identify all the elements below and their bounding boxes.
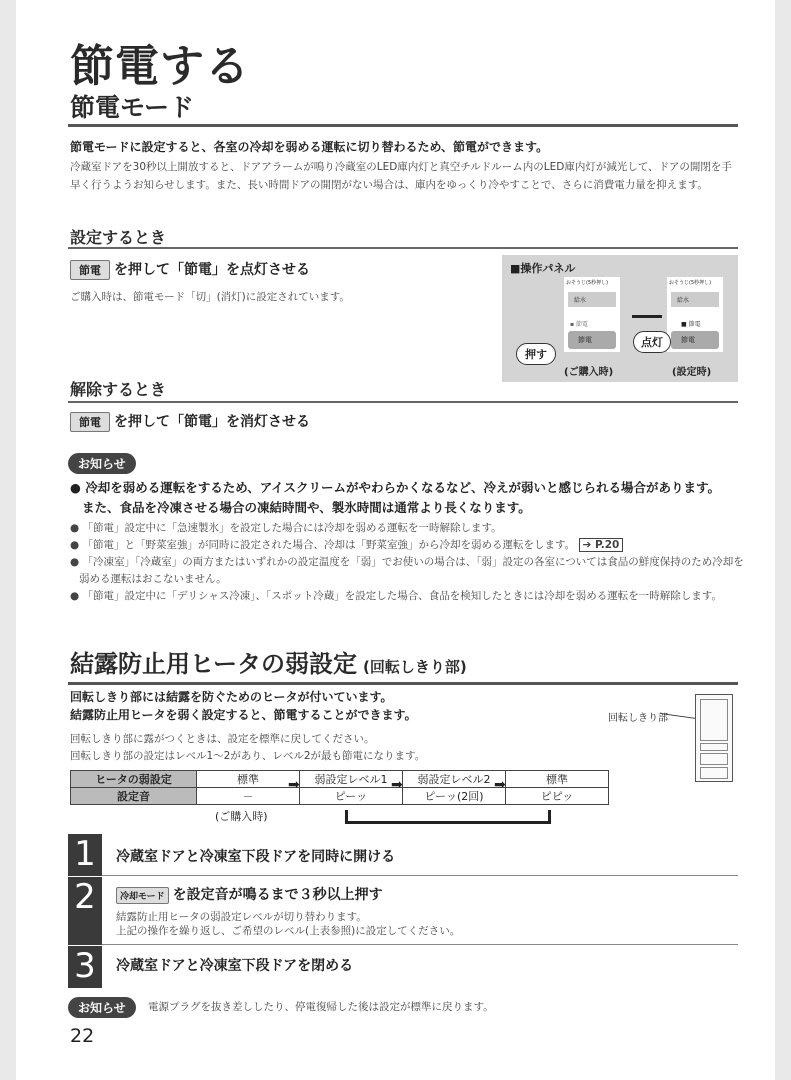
heater-level-table: ヒータの弱設定 標準 弱設定レベル1 弱設定レベル2 標準 設定音 － ピーッ ピーッ(2回) ピピッ [70,770,609,805]
loop-arrow-icon [345,810,551,824]
panel-label: おそうじ(5秒押し) [669,280,712,286]
setsuden-key: 節電 [70,412,110,432]
body-text: 冷蔵室ドアを30秒以上開放すると、ドアアラームが鳴り冷蔵室のLED庫内灯と真空チルドルーム内のLED庫内灯が減光して、ドアの開閉を手早く行うようお知らせします。また、長い時間ドアの開閉がない場合は、庫内をゆっくり冷やすことで、さらに消費電力量を抑えます。 [70,161,732,191]
indicator-off: 節電 [575,321,588,328]
step-1: 1 冷蔵室ドアと冷凍室下段ドアを同時に開ける [68,834,738,876]
notice-main: 冷却を弱める運転をするため、アイスクリームがやわらかくなるなど、冷えが弱いと感じられる場合があります。 [85,480,721,495]
step-text: 冷蔵室ドアと冷凍室下段ドアを閉める [116,958,354,974]
set-note: ご購入時は、節電モード「切」(消灯)に設定されています。 [70,291,350,303]
panel-setsuden-button: 節電 [671,331,719,349]
panel-label: おそうじ(5秒押し) [566,280,609,286]
set-instruction: を押して「節電」を点灯させる [114,262,310,278]
panel-title: ■操作パネル [510,262,576,275]
caption-after: (設定時) [672,367,712,378]
arrow-icon [632,315,662,318]
page-title: 節電する [70,41,250,92]
fridge-label: 回転しきり部 [608,713,668,724]
release-heading: 解除するとき [70,380,167,399]
panel-setsuden-button: 節電 [568,331,616,349]
panel-ice-button: 給水 [671,292,719,307]
step-text: を設定音が鳴るまで３秒以上押す [172,887,383,903]
step-text: 冷蔵室ドアと冷凍室下段ドアを同時に開ける [116,849,396,865]
section2-subtitle: (回転しきり部) [363,658,467,676]
setsuden-key: 節電 [70,260,110,280]
panel-ice-button: 給水 [568,292,616,307]
indicator-on: 節電 [688,321,701,328]
notice-item: 「節電」設定中に「デリシャス冷凍」、「スポット冷蔵」を設定した場合、食品を検知したときには冷却を弱める運転を一時解除します。 [82,590,722,602]
page-number: 22 [70,1025,95,1047]
arrow-icon: ➡ [494,777,506,793]
lit-callout: 点灯 [633,331,671,353]
section2-title: 結露防止用ヒータの弱設定 [70,650,358,678]
caption-before: (ご購入時) [564,367,614,378]
section-title: 節電モード [70,93,195,122]
divider [68,682,738,685]
notice-item: 「冷凍室」「冷蔵室」の両方またはいずれかの設定温度を「弱」でお使いの場合は、「弱」設定の各室については食品の鮮度保持のため冷却を弱める運転はおこないません。 [79,556,744,585]
divider [68,247,738,249]
step-3: 3 冷蔵室ドアと冷凍室下段ドアを閉める [68,946,738,988]
divider [68,401,738,403]
push-callout: 押す [516,343,556,365]
arrow-icon: ➡ [288,777,300,793]
notice-main: また、食品を冷凍させる場合の凍結時間や、製氷時間は通常より長くなります。 [82,500,531,515]
notice-item: 「節電」設定中に「急速製氷」を設定した場合には冷却を弱める運転を一時解除します。 [82,522,502,534]
section2-lead: 回転しきり部には結露を防ぐためのヒータが付いています。 結露防止用ヒータを弱く設定すると、節電することができます。 [70,690,417,722]
lead-text: 節電モードに設定すると、各室の冷却を弱める運転に切り替わるため、節電ができます。 [70,140,549,154]
notice-item: 「節電」と「野菜室強」が同時に設定された場合、冷却は「野菜室強」から冷却を弱める運転をします。 [82,539,576,551]
divider [68,124,738,127]
page-ref-link[interactable]: ➔ P.20 [579,538,624,552]
section2-notes: 回転しきり部に露がつくときは、設定を標準に戻してください。 回転しきり部の設定はレベル1～2があり、レベル2が最も節電になります。 [70,733,426,762]
control-panel-figure: ■操作パネル おそうじ(5秒押し) 給水 ▪ 節電 節電 押す おそうじ(5秒押し) 給水 ■ 節電 節電 点灯 (ご購入時) (設定時) [502,255,738,382]
set-heading: 設定するとき [70,228,167,247]
notice-badge: お知らせ [68,997,136,1018]
notice-text: 電源プラグを抜き差ししたり、停電復帰した後は設定が標準に戻ります。 [148,1001,494,1013]
purchase-caption: (ご購入時) [215,810,268,823]
release-instruction: を押して「節電」を消灯させる [114,414,310,430]
step-2: 2 冷却モード を設定音が鳴るまで３秒以上押す 結露防止用ヒータの弱設定レベルが切り替わります。 上記の操作を繰り返し、ご希望のレベル(上表参照)に設定してください。 [68,877,738,945]
notice-badge: お知らせ [68,453,136,474]
arrow-icon: ➡ [391,777,403,793]
cooling-mode-key: 冷却モード [116,887,169,904]
fridge-icon [695,694,733,782]
